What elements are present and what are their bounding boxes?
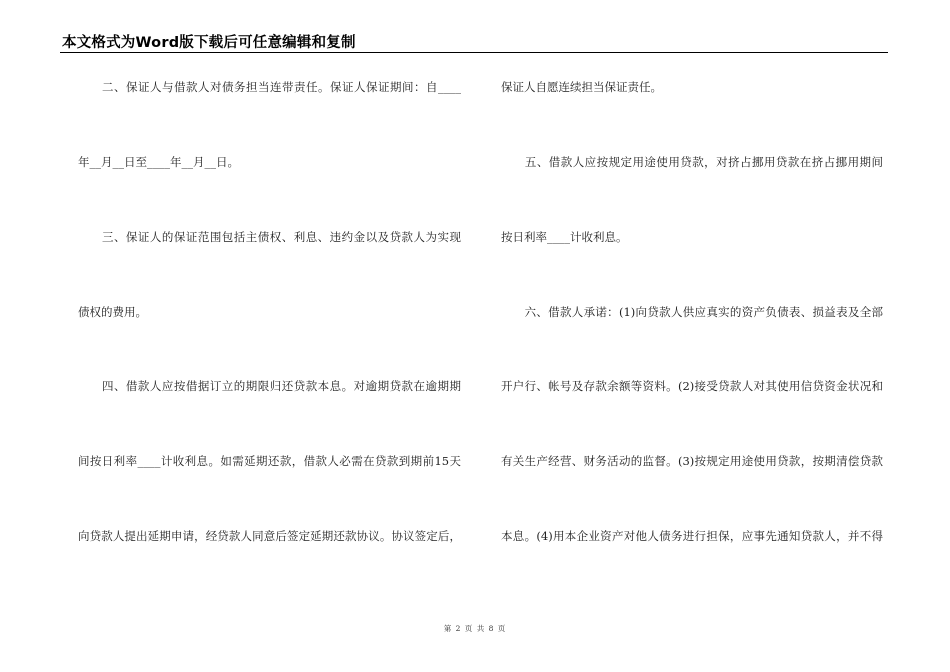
right-line-6: 有关生产经营、财务活动的监督。(3)按规定用途使用贷款，按期清偿贷款 bbox=[501, 454, 883, 468]
right-line-5: 开户行、帐号及存款余额等资料。(2)接受贷款人对其使用信贷资金状况和 bbox=[501, 379, 883, 393]
page-number: 第 2 页 共 8 页 bbox=[443, 624, 507, 633]
left-line-6: 间按日利率____计收利息。如需延期还款，借款人必需在贷款到期前15天 bbox=[78, 454, 461, 468]
right-line-3: 按日利率____计收利息。 bbox=[501, 230, 628, 244]
right-line-2: 五、借款人应按规定用途使用贷款，对挤占挪用贷款在挤占挪用期间 bbox=[501, 155, 883, 169]
left-line-5: 四、借款人应按借据订立的期限归还贷款本息。对逾期贷款在逾期期 bbox=[78, 379, 461, 393]
document-header-title: 本文格式为Word版下载后可任意编辑和复制 bbox=[62, 35, 356, 51]
header-rule bbox=[60, 52, 888, 53]
left-line-2: 年__月__日至____年__月__日。 bbox=[78, 155, 239, 169]
left-line-1: 二、保证人与借款人对债务担当连带责任。保证人保证期间：自____ bbox=[78, 80, 461, 94]
left-line-3: 三、保证人的保证范围包括主债权、利息、违约金以及贷款人为实现 bbox=[78, 230, 461, 244]
right-line-1: 保证人自愿连续担当保证责任。 bbox=[501, 80, 662, 94]
left-line-7: 向贷款人提出延期申请，经贷款人同意后签定延期还款协议。协议签定后， bbox=[78, 529, 461, 543]
left-line-4: 债权的费用。 bbox=[78, 305, 147, 319]
right-line-4: 六、借款人承诺：(1)向贷款人供应真实的资产负债表、损益表及全部 bbox=[501, 305, 883, 319]
right-line-7: 本息。(4)用本企业资产对他人债务进行担保，应事先通知贷款人，并不得 bbox=[501, 529, 883, 543]
